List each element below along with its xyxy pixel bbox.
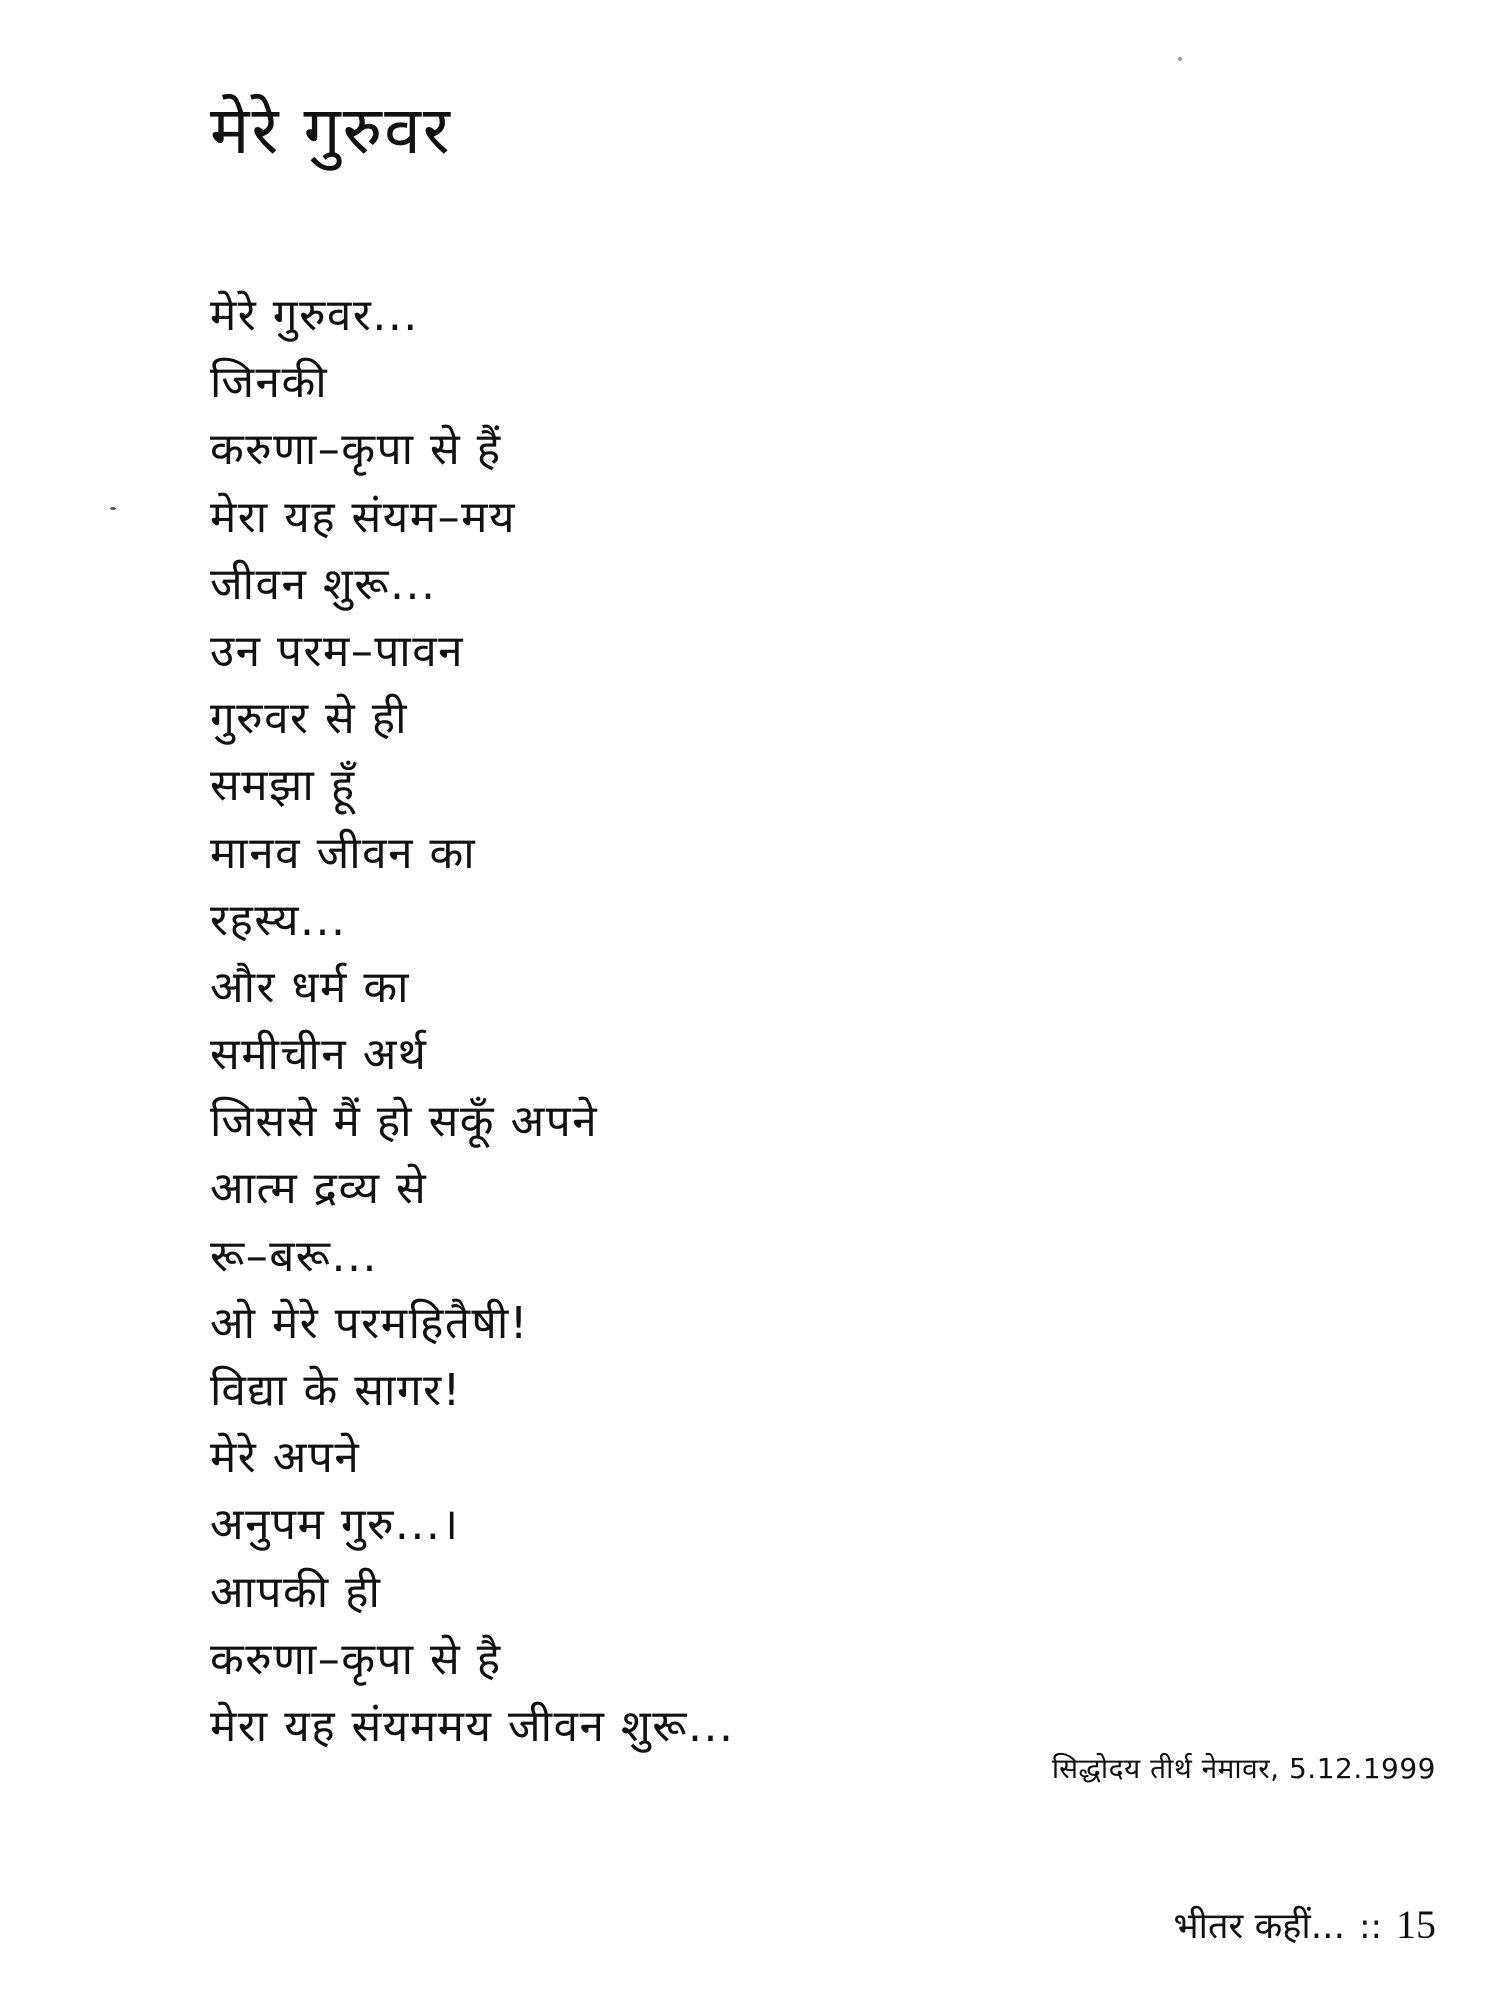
poem-line: करुणा–कृपा से है — [210, 1633, 502, 1685]
poem-line: जिससे मैं हो सकूँ अपने — [210, 1096, 599, 1148]
poem-body — [210, 282, 734, 1760]
poem-line: समझा हूँ — [210, 760, 356, 812]
poem-line: अनुपम गुरु...। — [210, 1499, 460, 1551]
poem-line: और धर्म का — [210, 961, 411, 1013]
footer-separator: :: — [1359, 1907, 1382, 1947]
scan-speck-dot — [1178, 57, 1182, 61]
book-title: भीतर कहीं... — [1173, 1906, 1346, 1947]
scan-speck-mark — [110, 507, 116, 510]
poem-line: जिनकी — [210, 357, 329, 409]
poem-signature: सिद्धोदय तीर्थ नेमावर, 5.12.1999 — [1051, 1752, 1436, 1785]
page-number: 15 — [1396, 1902, 1436, 1947]
poem-line: मेरे गुरुवर... — [210, 290, 419, 341]
poem-line: रू–बरू... — [210, 1230, 378, 1282]
poem-line: उन परम–पावन — [210, 625, 465, 677]
poem-line: विद्या के सागर! — [210, 1365, 462, 1416]
poem-line: समीचीन अर्थ — [210, 1029, 428, 1081]
poem-line: मेरा यह संयममय जीवन शुरू... — [210, 1700, 735, 1752]
poem-line: जीवन शुरू... — [210, 558, 437, 610]
poem-line: मेरा यह संयम–मय — [210, 491, 516, 543]
poem-line: मेरे अपने — [210, 1432, 361, 1484]
poem-line: मानव जीवन का — [210, 827, 477, 879]
poem-line: रहस्य... — [210, 894, 347, 946]
poem-line: आत्म द्रव्य से — [210, 1163, 428, 1215]
poem-line: आपकी ही — [210, 1566, 382, 1618]
page-title: मेरे गुरुवर — [210, 92, 452, 169]
poem-line: करुणा–कृपा से हैं — [210, 424, 502, 476]
page-footer — [1173, 1902, 1436, 1947]
poem-line: गुरुवर से ही — [210, 693, 409, 745]
poem-line: ओ मेरे परमहितैषी! — [210, 1297, 529, 1349]
